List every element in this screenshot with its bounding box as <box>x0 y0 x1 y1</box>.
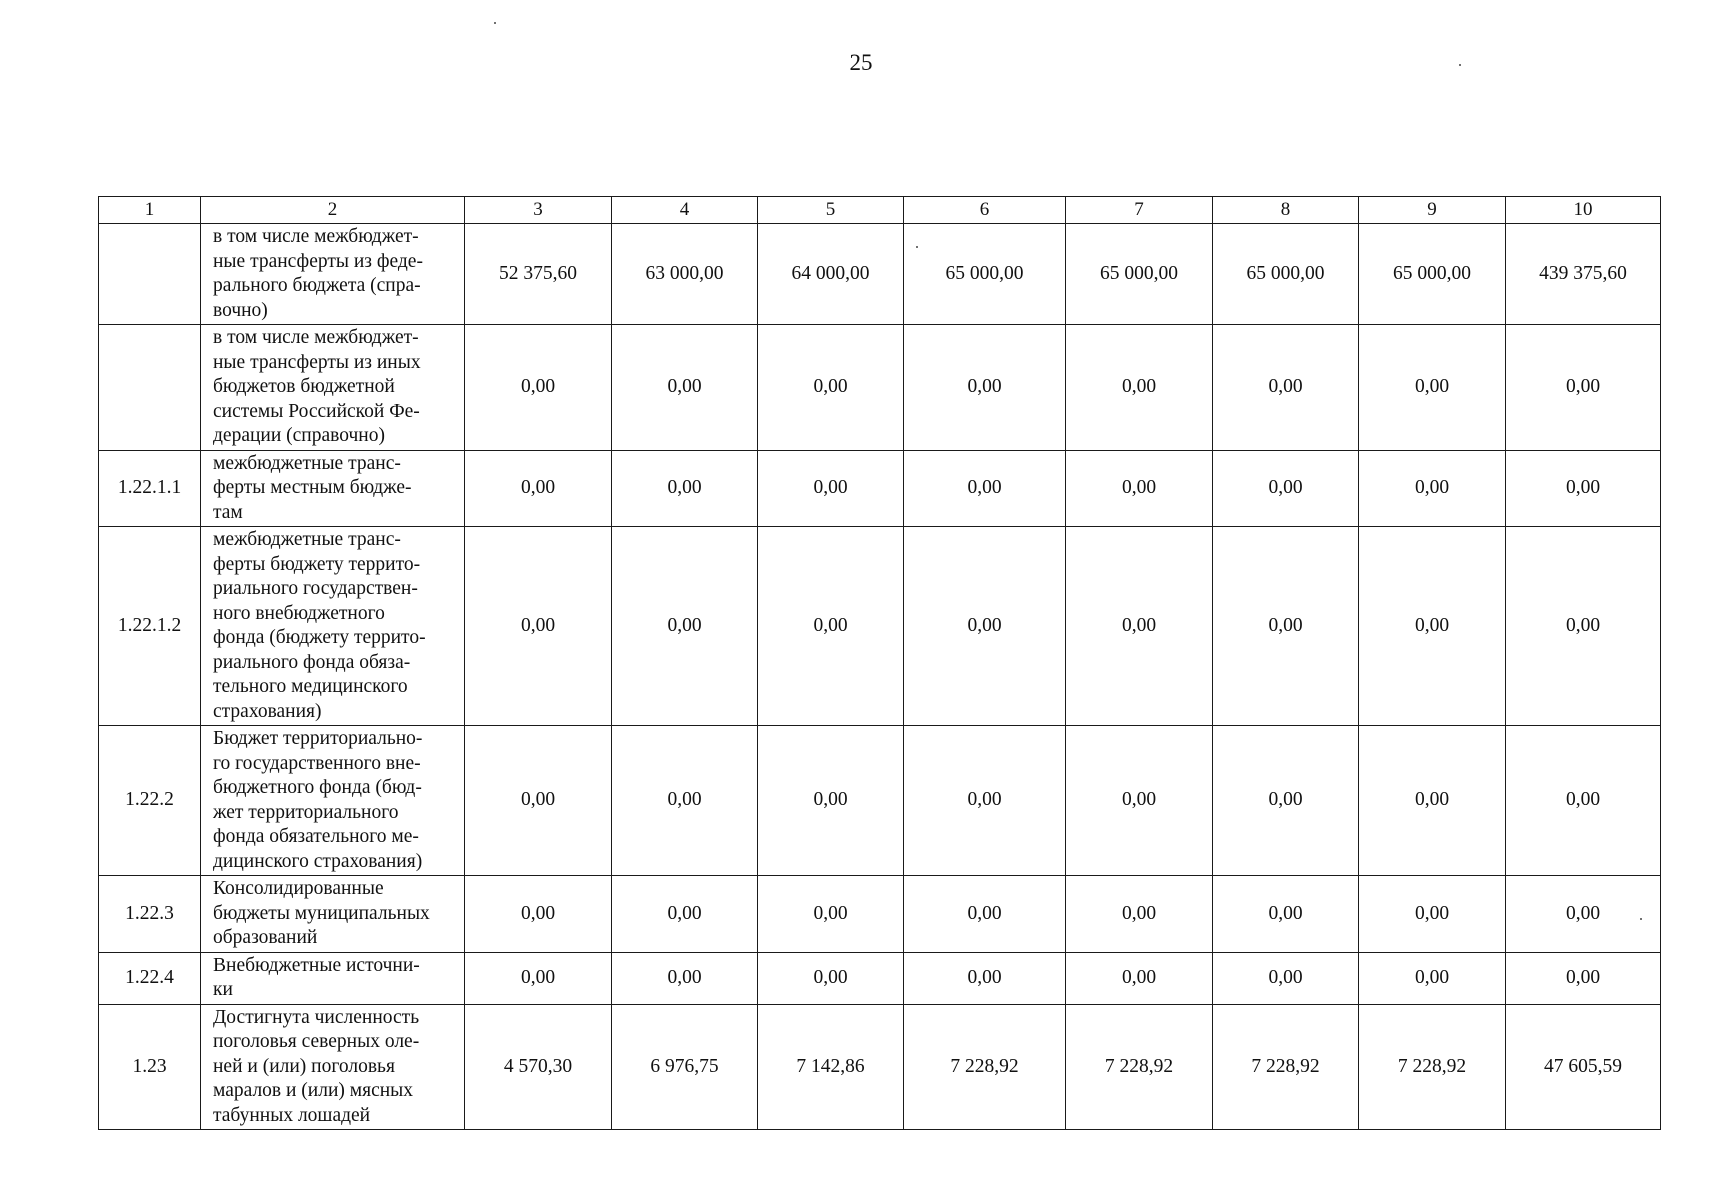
description-line: ного внебюджетного <box>213 602 385 624</box>
value-cell: 0,00 <box>1359 527 1506 726</box>
table-row <box>99 325 1661 451</box>
description-line: риального государствен- <box>213 578 418 599</box>
description-line: жет территориального <box>213 801 399 823</box>
description-line: ки <box>213 979 233 1000</box>
description-line: Бюджет территориально- <box>213 728 423 749</box>
value-cell: 0,00 <box>612 450 758 527</box>
table-row <box>99 952 1661 1004</box>
value-cell: 65 000,00 <box>904 224 1066 325</box>
description-line: в том числе межбюджет- <box>213 327 419 348</box>
value-cell: 7 228,92 <box>904 1004 1066 1130</box>
description-line: ферты местным бюдже- <box>213 477 412 498</box>
description-line: маралов и (или) мясных <box>213 1080 414 1101</box>
value-cell: 0,00 <box>612 726 758 876</box>
value-cell: 47 605,59 <box>1506 1004 1661 1130</box>
value-cell: 0,00 <box>1066 876 1213 953</box>
value-cell: 0,00 <box>758 952 904 1004</box>
description-line: поголовья северных оле- <box>213 1031 420 1052</box>
row-code <box>99 224 201 325</box>
value-cell: 4 570,30 <box>465 1004 612 1130</box>
row-code <box>99 325 201 451</box>
value-cell: 7 228,92 <box>1359 1004 1506 1130</box>
value-cell: 0,00 <box>1066 726 1213 876</box>
value-cell: 0,00 <box>1066 450 1213 527</box>
value-cell: 0,00 <box>904 527 1066 726</box>
row-description <box>201 952 465 1004</box>
description-line: рального бюджета (спра- <box>213 275 421 296</box>
value-cell: 0,00 <box>1359 450 1506 527</box>
table-row <box>99 1004 1661 1130</box>
value-cell: 7 228,92 <box>1066 1004 1213 1130</box>
column-header: 3 <box>465 197 612 224</box>
description-line: вочно) <box>213 299 268 321</box>
value-cell: 0,00 <box>1213 952 1359 1004</box>
value-cell: 6 976,75 <box>612 1004 758 1130</box>
value-cell: 0,00 <box>1359 726 1506 876</box>
column-header: 10 <box>1506 197 1661 224</box>
column-header: 6 <box>904 197 1066 224</box>
value-cell: 0,00 <box>758 325 904 451</box>
description-line: системы Российской Фе- <box>213 400 420 422</box>
column-header: 1 <box>99 197 201 224</box>
column-header: 4 <box>612 197 758 224</box>
value-cell: 0,00 <box>904 450 1066 527</box>
value-cell: 0,00 <box>758 450 904 527</box>
value-cell: 0,00 <box>758 726 904 876</box>
description-line: страхования) <box>213 700 322 722</box>
value-cell: 439 375,60 <box>1506 224 1661 325</box>
value-cell: 0,00 <box>758 527 904 726</box>
value-cell: 65 000,00 <box>1359 224 1506 325</box>
row-description <box>201 527 465 726</box>
description-line: ные трансферты из феде- <box>213 250 423 272</box>
value-cell: 0,00 <box>612 325 758 451</box>
value-cell: 0,00 <box>465 450 612 527</box>
scan-speck <box>494 22 496 24</box>
value-cell: 63 000,00 <box>612 224 758 325</box>
value-cell: 0,00 <box>1066 527 1213 726</box>
table-header-row <box>99 197 1661 224</box>
value-cell: 0,00 <box>1506 726 1661 876</box>
description-line: там <box>213 501 243 523</box>
value-cell: 0,00 <box>1066 325 1213 451</box>
value-cell: 0,00 <box>465 876 612 953</box>
description-line: в том числе межбюджет- <box>213 226 419 247</box>
value-cell: 7 142,86 <box>758 1004 904 1130</box>
row-description <box>201 726 465 876</box>
row-code: 1.22.1.2 <box>99 527 201 726</box>
value-cell: 0,00 <box>465 726 612 876</box>
value-cell: 0,00 <box>465 952 612 1004</box>
column-header: 9 <box>1359 197 1506 224</box>
value-cell: 0,00 <box>1506 527 1661 726</box>
budget-table <box>98 196 1661 1130</box>
value-cell: 64 000,00 <box>758 224 904 325</box>
value-cell: 0,00 <box>612 952 758 1004</box>
description-line: го государственного вне- <box>213 752 421 774</box>
description-line: межбюджетные транс- <box>213 529 401 550</box>
table-row <box>99 876 1661 953</box>
table-row <box>99 450 1661 527</box>
description-line: образований <box>213 927 318 948</box>
value-cell: 0,00 <box>1506 952 1661 1004</box>
column-header: 7 <box>1066 197 1213 224</box>
description-line: Консолидированные <box>213 878 384 899</box>
column-header: 2 <box>201 197 465 224</box>
value-cell: 0,00 <box>465 527 612 726</box>
row-description <box>201 325 465 451</box>
description-line: риального фонда обяза- <box>213 651 411 673</box>
value-cell: 0,00 <box>1359 952 1506 1004</box>
description-line: фонда (бюджету террито- <box>213 627 426 648</box>
row-code: 1.23 <box>99 1004 201 1130</box>
row-code: 1.22.2 <box>99 726 201 876</box>
value-cell: 0,00 <box>1213 325 1359 451</box>
scan-speck <box>1459 64 1461 66</box>
description-line: Достигнута численность <box>213 1006 420 1028</box>
row-code: 1.22.3 <box>99 876 201 953</box>
table-row <box>99 527 1661 726</box>
value-cell: 0,00 <box>1359 876 1506 953</box>
value-cell: 0,00 <box>1213 726 1359 876</box>
description-line: дерации (справочно) <box>213 425 385 446</box>
value-cell: 0,00 <box>904 726 1066 876</box>
value-cell: 0,00 <box>1506 325 1661 451</box>
column-header: 5 <box>758 197 904 224</box>
row-code: 1.22.1.1 <box>99 450 201 527</box>
description-line: тельного медицинского <box>213 676 408 697</box>
value-cell: 0,00 <box>758 876 904 953</box>
row-description <box>201 876 465 953</box>
row-description <box>201 450 465 527</box>
value-cell: 7 228,92 <box>1213 1004 1359 1130</box>
description-line: бюджетного фонда (бюд- <box>213 777 422 798</box>
value-cell: 0,00 <box>1213 876 1359 953</box>
description-line: Внебюджетные источни- <box>213 954 420 976</box>
value-cell: 65 000,00 <box>1213 224 1359 325</box>
description-line: табунных лошадей <box>213 1104 371 1126</box>
value-cell: 0,00 <box>904 876 1066 953</box>
description-line: бюджетов бюджетной <box>213 376 395 397</box>
value-cell: 0,00 <box>1506 876 1661 953</box>
row-description <box>201 224 465 325</box>
row-code: 1.22.4 <box>99 952 201 1004</box>
description-line: ней и (или) поголовья <box>213 1055 395 1077</box>
value-cell: 0,00 <box>612 876 758 953</box>
value-cell: 0,00 <box>1213 450 1359 527</box>
description-line: ферты бюджету террито- <box>213 553 421 575</box>
description-line: фонда обязательного ме- <box>213 826 419 847</box>
description-line: межбюджетные транс- <box>213 452 401 474</box>
description-line: дицинского страхования) <box>213 850 423 872</box>
value-cell: 0,00 <box>1359 325 1506 451</box>
row-description <box>201 1004 465 1130</box>
value-cell: 65 000,00 <box>1066 224 1213 325</box>
table-row <box>99 224 1661 325</box>
table-row <box>99 726 1661 876</box>
value-cell: 0,00 <box>465 325 612 451</box>
value-cell: 0,00 <box>904 952 1066 1004</box>
value-cell: 0,00 <box>612 527 758 726</box>
page-number: 25 <box>849 50 873 75</box>
value-cell: 0,00 <box>1213 527 1359 726</box>
description-line: ные трансферты из иных <box>213 351 421 373</box>
value-cell: 0,00 <box>1506 450 1661 527</box>
description-line: бюджеты муниципальных <box>213 902 430 924</box>
value-cell: 0,00 <box>1066 952 1213 1004</box>
value-cell: 52 375,60 <box>465 224 612 325</box>
column-header: 8 <box>1213 197 1359 224</box>
value-cell: 0,00 <box>904 325 1066 451</box>
